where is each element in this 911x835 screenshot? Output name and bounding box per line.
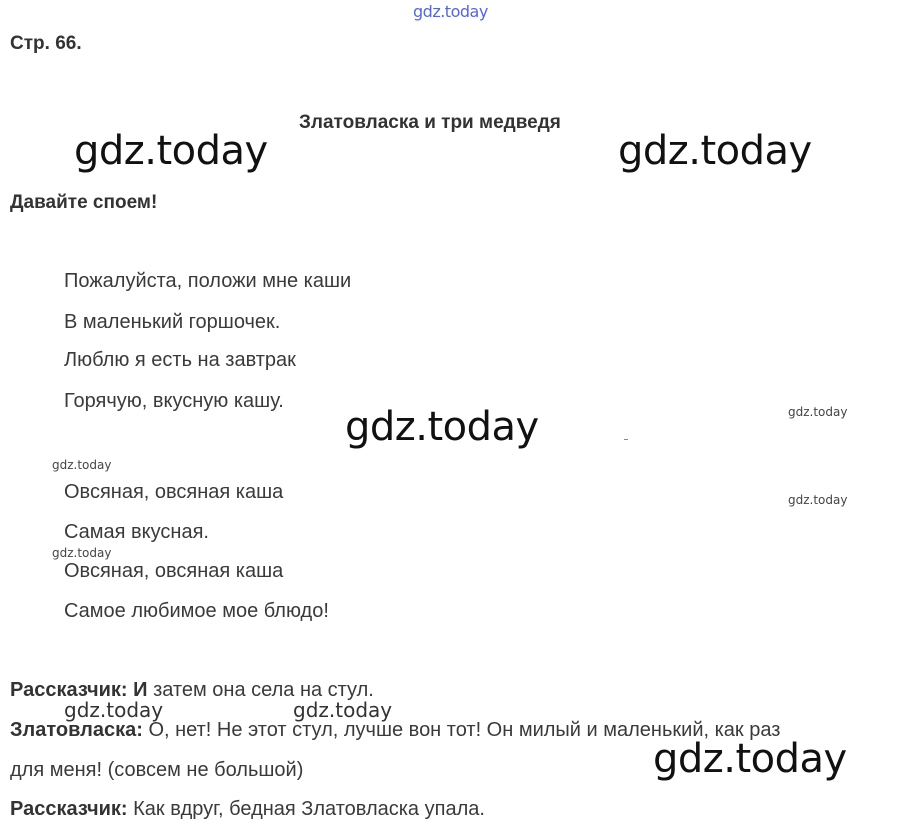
watermark-mid-center: gdz.today: [293, 698, 393, 722]
watermark-small-right-1: gdz.today: [788, 405, 848, 419]
dialogue-line-continuation: [10, 759, 303, 782]
page-title: Златовласка и три медведя: [299, 112, 561, 133]
dialogue-text: Как вдруг, бедная Златовласка упала.: [127, 798, 485, 820]
dialogue-line-narrator: [10, 679, 374, 702]
dialogue-line-narrator: [10, 798, 485, 821]
section-heading: Давайте споем!: [10, 192, 158, 213]
speaker-label: Рассказчик:: [10, 798, 128, 820]
watermark-top: gdz.today: [413, 2, 488, 21]
watermark-right: gdz.today: [618, 128, 812, 174]
dialogue-text: затем она села на стул.: [147, 679, 374, 701]
song-line: Горячую, вкусную кашу.: [64, 390, 284, 412]
song-line: Люблю я есть на завтрак: [64, 349, 296, 371]
page-number: Стр. 66.: [10, 33, 82, 54]
stray-mark: [624, 439, 628, 440]
song-line: Овсяная, овсяная каша: [64, 560, 284, 582]
watermark-small-left-1: gdz.today: [52, 458, 112, 472]
song-line: Овсяная, овсяная каша: [64, 481, 284, 503]
watermark-mid-left: gdz.today: [64, 698, 164, 722]
watermark-small-right-2: gdz.today: [788, 493, 848, 507]
song-line: Самое любимое мое блюдо!: [64, 600, 329, 622]
speaker-label: Рассказчик:: [10, 679, 128, 701]
speaker-label: Златовласка:: [10, 719, 143, 741]
watermark-left: gdz.today: [74, 128, 268, 174]
watermark-center: gdz.today: [345, 404, 539, 450]
dialogue-line-goldilocks: [10, 719, 780, 742]
song-line: Самая вкусная.: [64, 521, 209, 543]
song-line: Пожалуйста, положи мне каши: [64, 270, 352, 292]
speaker-label-extra: И: [127, 679, 148, 701]
song-line: В маленький горшочек.: [64, 311, 281, 333]
watermark-small-left-2: gdz.today: [52, 546, 112, 560]
dialogue-text: О, нет! Не этот стул, лучше вон тот! Он милый и маленький, как раз: [142, 719, 781, 741]
watermark-bottom-right: gdz.today: [653, 736, 847, 782]
dialogue-text: для меня! (совсем не большой): [10, 759, 304, 781]
